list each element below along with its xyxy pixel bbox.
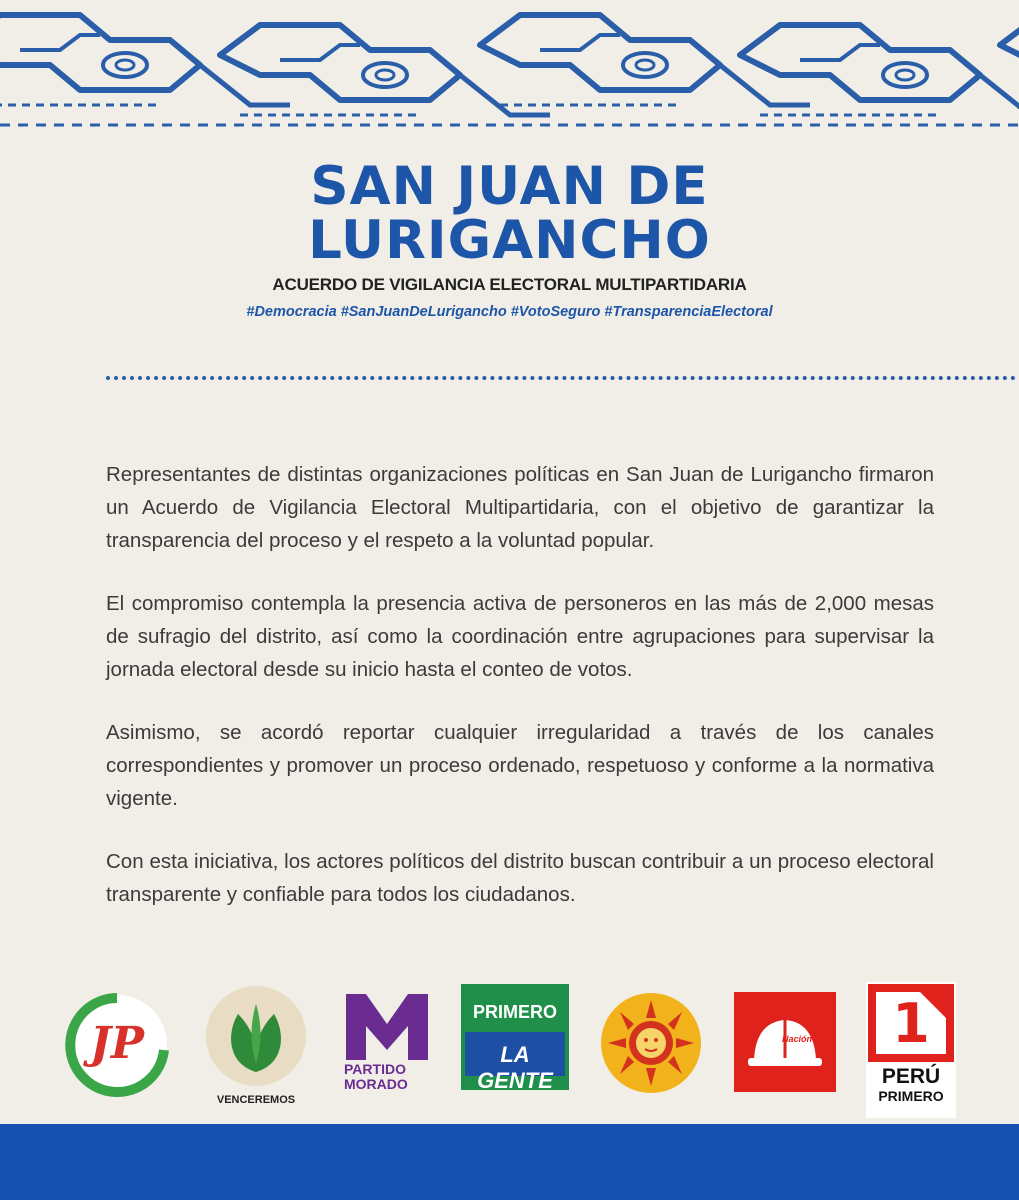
subtitle: ACUERDO DE VIGILANCIA ELECTORAL MULTIPARTIDARIA <box>272 275 747 294</box>
party-logos <box>0 980 1019 1120</box>
venceremos-logo <box>198 984 314 1114</box>
nacion-text: Nación <box>782 1034 813 1044</box>
morado-line-2: MORADO <box>344 1076 408 1092</box>
peru-line-2: PRIMERO <box>878 1088 944 1104</box>
nacion-logo <box>734 992 836 1092</box>
andean-pattern-header <box>0 0 1019 135</box>
partido-morado-caption <box>344 1062 434 1092</box>
jp-logo-text: JP <box>90 1018 144 1069</box>
paragraph: Representantes de distintas organizaciones políticas en San Juan de Lurigancho firmaron un Acuerdo de Vigilancia Electoral Multipartidaria, con el objetivo de garantizar la transparencia del proceso y el respeto a la voluntad popular. <box>106 463 934 552</box>
page-title <box>0 156 1019 271</box>
sun-party-logo <box>596 988 706 1098</box>
title-line-1: SAN JUAN DE <box>310 156 709 217</box>
primero-line-2: LA GENTE <box>477 1042 553 1093</box>
paragraph: El compromiso contempla la presencia activa de personeros en las más de 2,000 mesas de sufragio del distrito, así como la coordinación entre agrupaciones para supervisar la jornada electoral desde su inicio hasta el conteo de votos. <box>106 592 934 681</box>
primero-la-gente-logo <box>461 984 569 1093</box>
footer-bar <box>0 1124 1019 1200</box>
article-body <box>106 458 934 941</box>
peru-line-1: PERÚ <box>881 1065 941 1088</box>
dotted-divider <box>106 376 1016 380</box>
paragraph: Con esta iniciativa, los actores políticos del distrito buscan contribuir a un proceso electoral transparente y confiable para todos los ciudadanos. <box>106 850 934 906</box>
paragraph: Asimismo, se acordó reportar cualquier irregularidad a través de los canales correspondientes y promover un proceso ordenado, respetuoso y conforme a la normativa vigente. <box>106 721 934 810</box>
peru-primero-logo <box>866 982 956 1118</box>
morado-line-1: PARTIDO <box>344 1061 406 1077</box>
partido-morado-logo <box>340 990 435 1100</box>
jp-logo <box>62 990 172 1100</box>
primero-line-1: PRIMERO <box>472 1002 557 1022</box>
title-line-2: LURIGANCHO <box>308 210 711 271</box>
hashtags: #Democracia #SanJuanDeLurigancho #VotoSeguro #TransparenciaElectoral <box>246 304 773 320</box>
venceremos-caption: VENCEREMOS <box>216 1094 296 1106</box>
peru-number: 1 <box>892 992 930 1055</box>
